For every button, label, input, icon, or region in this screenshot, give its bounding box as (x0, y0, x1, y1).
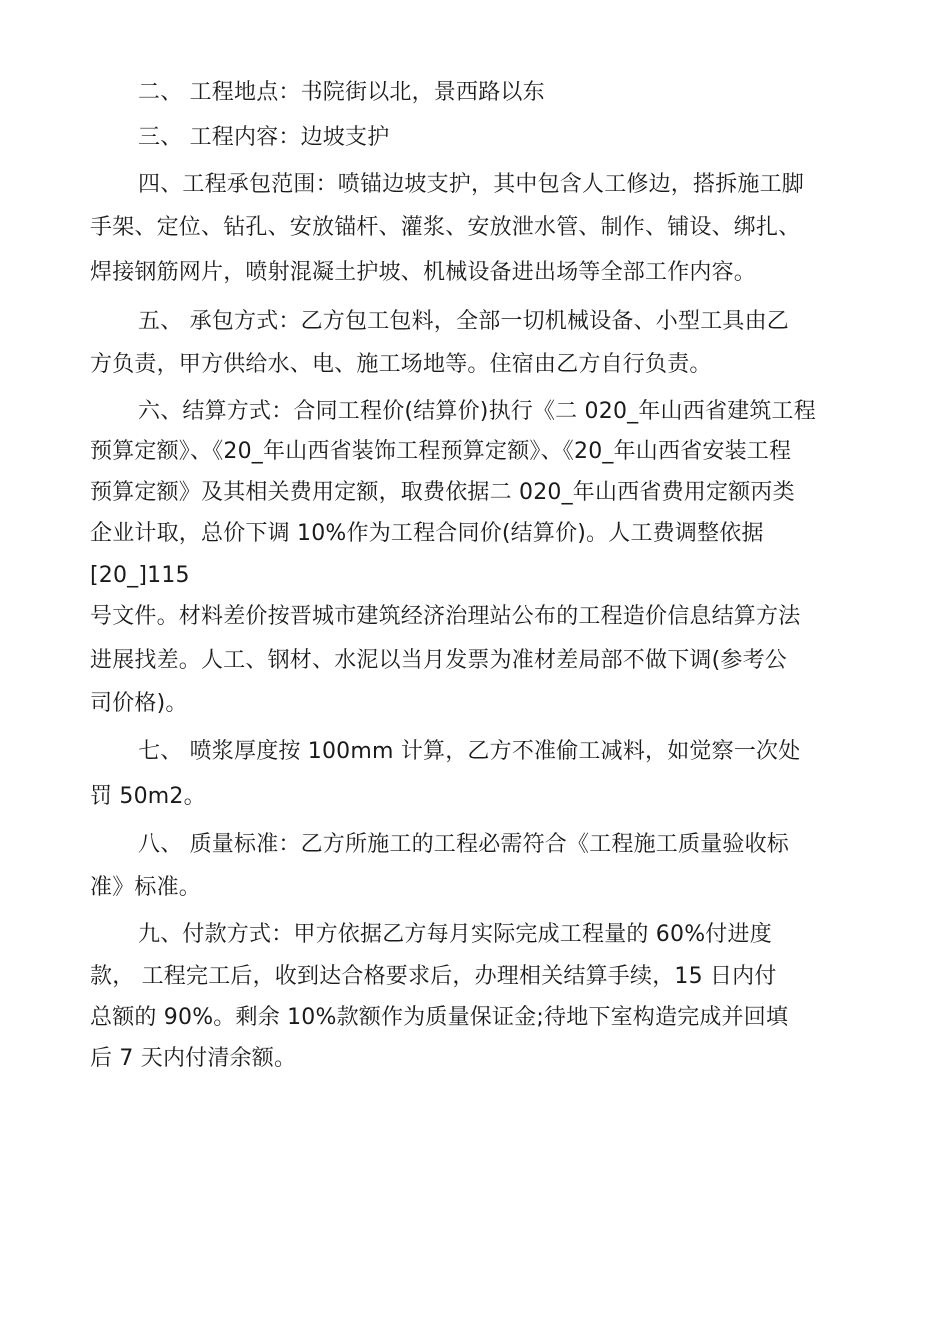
text-line: 进展找差。人工、钢材、水泥以当月发票为准材差局部不做下调(参考公 (90, 648, 787, 673)
text-line: 八、 质量标准：乙方所施工的工程必需符合《工程施工质量验收标 (138, 832, 789, 857)
text-line: 五、 承包方式：乙方包工包料，全部一切机械设备、小型工具由乙 (138, 309, 789, 334)
text-line: 罚 50m2。 (90, 784, 206, 809)
text-line: 四、工程承包范围：喷锚边坡支护，其中包含人工修边，搭拆施工脚 (138, 172, 805, 197)
text-line: 预算定额》、《20_年山西省装饰工程预算定额》、《20_年山西省安装工程 (90, 439, 792, 464)
text-line: 总额的 90%。剩余 10%款额作为质量保证金;待地下室构造完成并回填 (90, 1005, 789, 1030)
text-line: 七、 喷浆厚度按 100mm 计算，乙方不准偷工减料，如觉察一次处 (138, 739, 801, 764)
text-line: 预算定额》及其相关费用定额，取费依据二 020_年山西省费用定额丙类 (90, 480, 795, 505)
text-line: 手架、定位、钻孔、安放锚杆、灌浆、安放泄水管、制作、铺设、绑扎、 (90, 215, 801, 240)
text-line: 三、 工程内容：边坡支护 (138, 125, 390, 150)
text-line: 九、付款方式：甲方依据乙方每月实际完成工程量的 60%付进度 (138, 922, 772, 947)
text-line: 六、结算方式：合同工程价(结算价)执行《二 020_年山西省建筑工程 (138, 399, 816, 424)
text-line: 焊接钢筋网片，喷射混凝土护坡、机械设备进出场等全部工作内容。 (90, 260, 757, 285)
text-line: 后 7 天内付清余额。 (90, 1046, 297, 1071)
text-line: 二、 工程地点：书院街以北，景西路以东 (138, 80, 545, 105)
text-line: 企业计取，总价下调 10%作为工程合同价(结算价)。人工费调整依据 (90, 521, 764, 546)
text-line: 款， 工程完工后，收到达合格要求后，办理相关结算手续，15 日内付 (90, 964, 777, 989)
text-line: 号文件。材料差价按晋城市建筑经济治理站公布的工程造价信息结算方法 (90, 604, 801, 629)
text-line: 准》标准。 (90, 875, 202, 900)
text-line: 方负责，甲方供给水、电、施工场地等。住宿由乙方自行负责。 (90, 352, 712, 377)
text-line: [20_]115 (90, 563, 190, 588)
text-line: 司价格)。 (90, 691, 188, 716)
